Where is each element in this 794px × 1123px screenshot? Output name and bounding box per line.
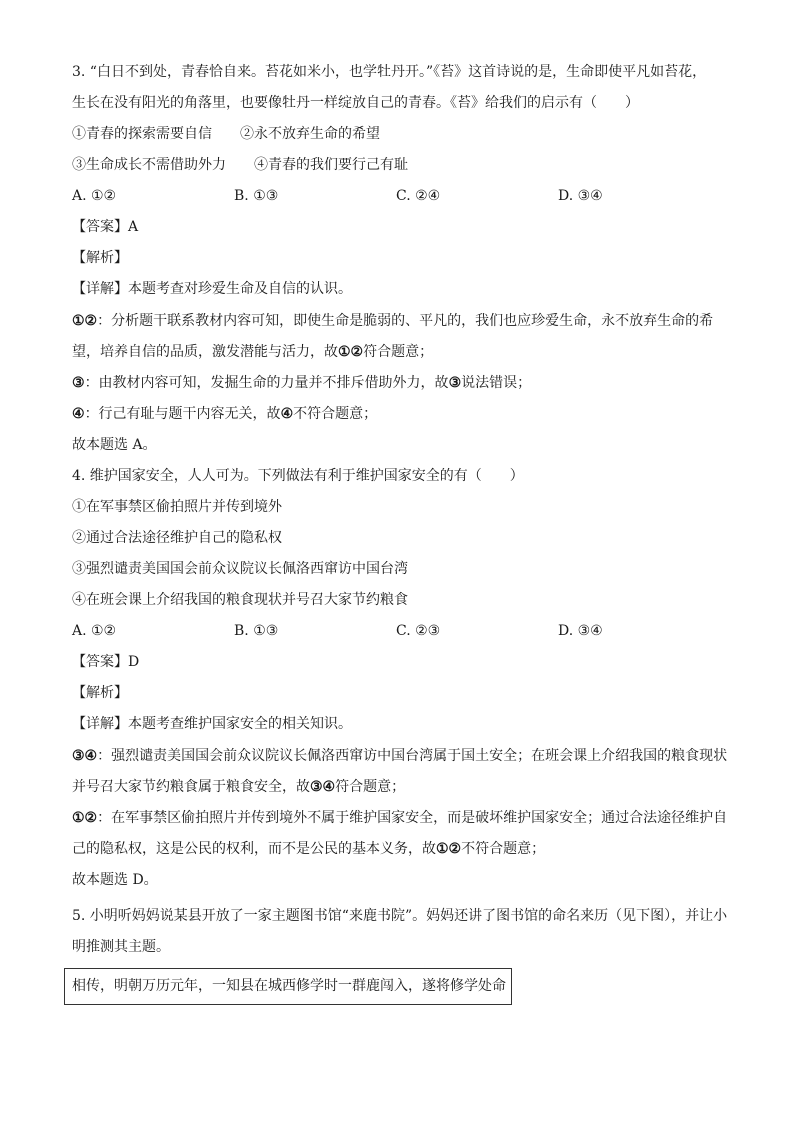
q3-exp3-marker: ④ [72, 406, 85, 422]
q5-stem: 5. 小明听妈妈说某县开放了一家主题图书馆“来鹿书院”。妈妈还讲了图书馆的命名来历（见下图），并让小明推测其主题。 [72, 908, 728, 955]
q4-conclusion: 故本题选 D。 [72, 872, 158, 888]
q4-exp2-marker: ①② [72, 810, 98, 826]
q4-option-d: D. ③④ [558, 623, 603, 639]
q3-option-a: A. ①② [72, 188, 117, 204]
q5-story-box: 相传，明朝万历元年，一知县在城西修学时一群鹿闯入，遂将修学处命 [64, 968, 512, 1005]
q4-exp2-tail: 不符合题意； [461, 841, 546, 857]
q4-answer: 【答案】D [72, 654, 140, 670]
document-page [72, 62, 728, 963]
q3-analysis-label: 【解析】 [72, 250, 128, 266]
q4-option-c: C. ②③ [396, 623, 441, 639]
q3-items-line2: ③生命成长不需借助外力 ④青春的我们要行己有耻 [72, 157, 408, 173]
q3-exp2-text: ：由教材内容可知，发掘生命的力量并不排斥借助外力，故 [84, 375, 449, 391]
q4-option-b: B. ①③ [234, 623, 279, 639]
q3-exp3-marker2: ④ [280, 406, 294, 422]
q4-detail: 【详解】本题考查维护国家安全的相关知识。 [72, 716, 352, 732]
q3-exp1-marker: ①② [72, 313, 98, 329]
q3-detail: 【详解】本题考查对珍爱生命及自信的认识。 [72, 281, 352, 297]
q3-exp2-marker: ③ [72, 375, 85, 391]
q4-exp1-marker: ③④ [72, 748, 98, 764]
q3-explanation-1 [72, 306, 728, 368]
q3-exp3-tail: 不符合题意； [293, 406, 378, 422]
q3-answer: 【答案】A [72, 219, 139, 235]
q4-explanation-1 [72, 741, 728, 803]
q3-exp1-marker2: ①② [338, 344, 364, 360]
q4-item-1: ①在军事禁区偷拍照片并传到境外 [72, 499, 282, 515]
q4-option-a: A. ①② [72, 623, 117, 639]
q3-option-d: D. ③④ [558, 188, 603, 204]
q3-items-line1: ①青春的探索需要自信 ②永不放弃生命的希望 [72, 126, 380, 142]
q4-exp1-tail: 符合题意； [335, 779, 406, 795]
q4-item-3: ③强烈谴责美国国会前众议院议长佩洛西窜访中国台湾 [72, 561, 408, 577]
q3-explanation-2 [72, 368, 728, 399]
q4-item-2: ②通过合法途径维护自己的隐私权 [72, 530, 282, 546]
q4-options [72, 621, 728, 642]
q4-exp2-text: ：在军事禁区偷拍照片并传到境外不属于维护国家安全，而是破坏维护国家安全；通过合法途径维护自己的隐私权，这是公民的权利，而不是公民的基本义务，故 [72, 810, 728, 857]
q4-exp1-marker2: ③④ [310, 779, 336, 795]
q3-conclusion: 故本题选 A。 [72, 437, 157, 453]
q3-exp1-tail: 符合题意； [363, 344, 434, 360]
q3-explanation-3 [72, 399, 728, 430]
q3-option-c: C. ②④ [396, 188, 441, 204]
q3-exp1-text: ：分析题干联系教材内容可知，即使生命是脆弱的、平凡的，我们也应珍爱生命，永不放弃生命的希望，培养自信的品质，激发潜能与活力，故 [72, 313, 714, 360]
q4-exp2-marker2: ①② [436, 841, 462, 857]
q4-item-4: ④在班会课上介绍我国的粮食现状并号召大家节约粮食 [72, 592, 408, 608]
q3-option-b: B. ①③ [234, 188, 279, 204]
q4-exp1-text: ：强烈谴责美国国会前众议院议长佩洛西窜访中国台湾属于国土安全；在班会课上介绍我国的粮食现状并号召大家节约粮食属于粮食安全，故 [72, 748, 728, 795]
q3-options [72, 186, 728, 207]
q3-stem-line1: 3. “白日不到处，青春恰自来。苔花如米小，也学牡丹开。”《苔》这首诗说的是，生命即使平凡如苔花， [72, 64, 707, 80]
q3-stem-line2: 生长在没有阳光的角落里，也要像牡丹一样绽放自己的青春。《苔》给我们的启示有（ ） [72, 95, 639, 111]
q4-explanation-2 [72, 803, 728, 865]
q4-analysis-label: 【解析】 [72, 685, 128, 701]
q4-stem: 4. 维护国家安全，人人可为。下列做法有利于维护国家安全的有（ ） [72, 468, 524, 484]
q3-exp2-tail: 说法错误； [461, 375, 532, 391]
q3-exp3-text: ：行己有耻与题干内容无关，故 [84, 406, 281, 422]
q3-exp2-marker2: ③ [448, 375, 462, 391]
